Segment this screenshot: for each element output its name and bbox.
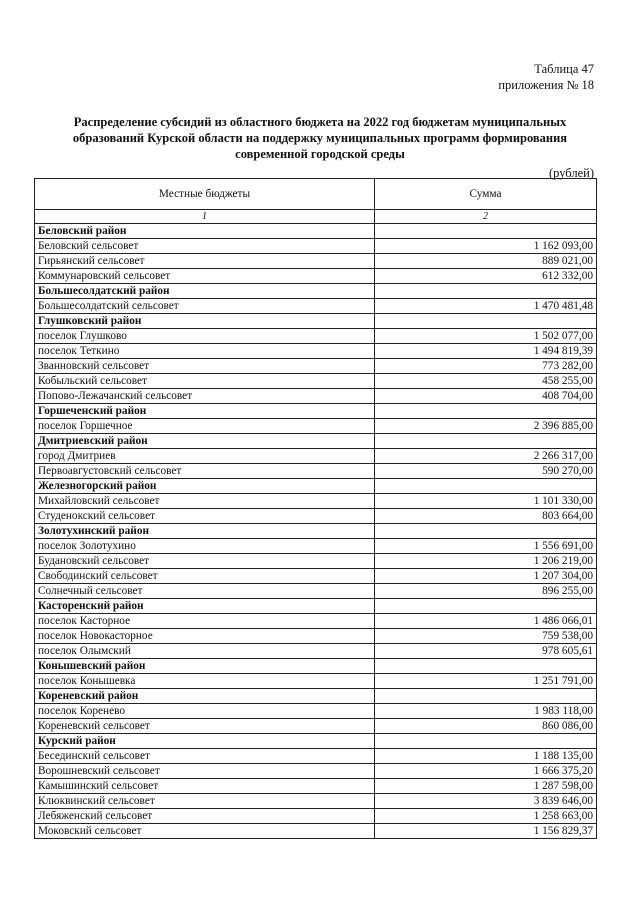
municipality-name: Ворошневский сельсовет — [35, 764, 375, 779]
municipality-name: поселок Глушково — [35, 329, 375, 344]
amount-cell: 1 156 829,37 — [375, 824, 597, 839]
municipality-name: Бесединский сельсовет — [35, 749, 375, 764]
amount-cell — [375, 524, 597, 539]
municipality-name: поселок Олымский — [35, 644, 375, 659]
amount-cell — [375, 314, 597, 329]
table-number: Таблица 47 — [534, 62, 594, 76]
district-row — [35, 314, 597, 329]
amount-cell: 803 664,00 — [375, 509, 597, 524]
table-body — [35, 224, 597, 839]
district-row — [35, 434, 597, 449]
table-row — [35, 299, 597, 314]
municipality-name: поселок Конышевка — [35, 674, 375, 689]
municipality-name: поселок Коренево — [35, 704, 375, 719]
municipality-name: город Дмитриев — [35, 449, 375, 464]
district-name: Конышевский район — [35, 659, 375, 674]
amount-cell: 1 101 330,00 — [375, 494, 597, 509]
table-row — [35, 674, 597, 689]
table-row — [35, 614, 597, 629]
table-row — [35, 779, 597, 794]
municipality-name: Камышинский сельсовет — [35, 779, 375, 794]
table-row — [35, 359, 597, 374]
municipality-name: Большесолдатский сельсовет — [35, 299, 375, 314]
table-row — [35, 344, 597, 359]
amount-cell: 1 251 791,00 — [375, 674, 597, 689]
district-row — [35, 599, 597, 614]
amount-cell: 612 332,00 — [375, 269, 597, 284]
table-reference — [498, 61, 594, 93]
table-row — [35, 794, 597, 809]
table-row — [35, 644, 597, 659]
amount-cell: 458 255,00 — [375, 374, 597, 389]
amount-cell — [375, 734, 597, 749]
district-row — [35, 479, 597, 494]
appendix-number: приложения № 18 — [498, 78, 594, 92]
amount-cell: 1 287 598,00 — [375, 779, 597, 794]
table-row — [35, 449, 597, 464]
amount-cell: 759 538,00 — [375, 629, 597, 644]
municipality-name: Клюквинский сельсовет — [35, 794, 375, 809]
amount-cell: 773 282,00 — [375, 359, 597, 374]
table-row — [35, 824, 597, 839]
municipality-name: Попово-Лежачанский сельсовет — [35, 389, 375, 404]
municipality-name: Гирьянский сельсовет — [35, 254, 375, 269]
table-row — [35, 464, 597, 479]
table-row — [35, 389, 597, 404]
municipality-name: Первоавгустовский сельсовет — [35, 464, 375, 479]
district-name: Глушковский район — [35, 314, 375, 329]
district-row — [35, 659, 597, 674]
table-row — [35, 584, 597, 599]
municipality-name: Михайловский сельсовет — [35, 494, 375, 509]
amount-cell: 590 270,00 — [375, 464, 597, 479]
district-row — [35, 404, 597, 419]
amount-cell: 896 255,00 — [375, 584, 597, 599]
column-header-amount: Сумма — [375, 179, 597, 210]
municipality-name: Коммунаровский сельсовет — [35, 269, 375, 284]
table-row — [35, 539, 597, 554]
district-row — [35, 689, 597, 704]
district-name: Большесолдатский район — [35, 284, 375, 299]
amount-cell: 1 486 066,01 — [375, 614, 597, 629]
table-row — [35, 749, 597, 764]
column-header-budgets: Местные бюджеты — [35, 179, 375, 210]
subsidy-table — [34, 178, 597, 839]
district-name: Горшеченский район — [35, 404, 375, 419]
amount-cell: 1 207 304,00 — [375, 569, 597, 584]
municipality-name: поселок Теткино — [35, 344, 375, 359]
table-row — [35, 629, 597, 644]
amount-cell: 1 502 077,00 — [375, 329, 597, 344]
table-row — [35, 239, 597, 254]
amount-cell — [375, 224, 597, 239]
municipality-name: Солнечный сельсовет — [35, 584, 375, 599]
municipality-name: поселок Касторное — [35, 614, 375, 629]
amount-cell — [375, 659, 597, 674]
district-name: Дмитриевский район — [35, 434, 375, 449]
district-name: Кореневский район — [35, 689, 375, 704]
amount-cell: 1 162 093,00 — [375, 239, 597, 254]
district-name: Касторенский район — [35, 599, 375, 614]
municipality-name: Лебяженский сельсовет — [35, 809, 375, 824]
municipality-name: Беловский сельсовет — [35, 239, 375, 254]
municipality-name: Моковский сельсовет — [35, 824, 375, 839]
amount-cell: 1 983 118,00 — [375, 704, 597, 719]
amount-cell: 1 556 691,00 — [375, 539, 597, 554]
table-row — [35, 764, 597, 779]
table-row — [35, 704, 597, 719]
district-name: Беловский район — [35, 224, 375, 239]
district-row — [35, 524, 597, 539]
municipality-name: Свободинский сельсовет — [35, 569, 375, 584]
municipality-name: Кобыльский сельсовет — [35, 374, 375, 389]
amount-cell: 1 470 481,48 — [375, 299, 597, 314]
column-number-row — [35, 210, 597, 224]
document-title: Распределение субсидий из областного бюджета на 2022 год бюджетам муниципальных образований Курской области на поддержку муниципальных программ формирования современной городской среды — [72, 115, 568, 161]
table-row — [35, 329, 597, 344]
table-row — [35, 554, 597, 569]
municipality-name: Званновский сельсовет — [35, 359, 375, 374]
table-header-row — [35, 179, 597, 210]
table-row — [35, 509, 597, 524]
amount-cell — [375, 479, 597, 494]
table-row — [35, 809, 597, 824]
municipality-name: поселок Золотухино — [35, 539, 375, 554]
column-number-1: 1 — [35, 210, 375, 224]
district-row — [35, 284, 597, 299]
amount-cell: 2 266 317,00 — [375, 449, 597, 464]
amount-cell: 408 704,00 — [375, 389, 597, 404]
district-name: Курский район — [35, 734, 375, 749]
amount-cell — [375, 599, 597, 614]
amount-cell — [375, 404, 597, 419]
amount-cell — [375, 434, 597, 449]
amount-cell: 1 494 819,39 — [375, 344, 597, 359]
amount-cell: 2 396 885,00 — [375, 419, 597, 434]
municipality-name: поселок Новокасторное — [35, 629, 375, 644]
amount-cell: 1 666 375,20 — [375, 764, 597, 779]
table-row — [35, 374, 597, 389]
table-row — [35, 719, 597, 734]
municipality-name: Будановский сельсовет — [35, 554, 375, 569]
table-row — [35, 494, 597, 509]
table-row — [35, 269, 597, 284]
municipality-name: поселок Горшечное — [35, 419, 375, 434]
amount-cell: 3 839 646,00 — [375, 794, 597, 809]
table-row — [35, 569, 597, 584]
amount-cell: 860 086,00 — [375, 719, 597, 734]
table-row — [35, 254, 597, 269]
amount-cell — [375, 689, 597, 704]
amount-cell: 1 188 135,00 — [375, 749, 597, 764]
municipality-name: Кореневский сельсовет — [35, 719, 375, 734]
amount-cell: 1 258 663,00 — [375, 809, 597, 824]
amount-cell: 889 021,00 — [375, 254, 597, 269]
amount-cell: 1 206 219,00 — [375, 554, 597, 569]
district-name: Железногорский район — [35, 479, 375, 494]
table-row — [35, 419, 597, 434]
district-name: Золотухинский район — [35, 524, 375, 539]
municipality-name: Студенокский сельсовет — [35, 509, 375, 524]
amount-cell — [375, 284, 597, 299]
district-row — [35, 734, 597, 749]
units-label: (рублей) — [548, 166, 594, 180]
column-number-2: 2 — [375, 210, 597, 224]
amount-cell: 978 605,61 — [375, 644, 597, 659]
district-row — [35, 224, 597, 239]
